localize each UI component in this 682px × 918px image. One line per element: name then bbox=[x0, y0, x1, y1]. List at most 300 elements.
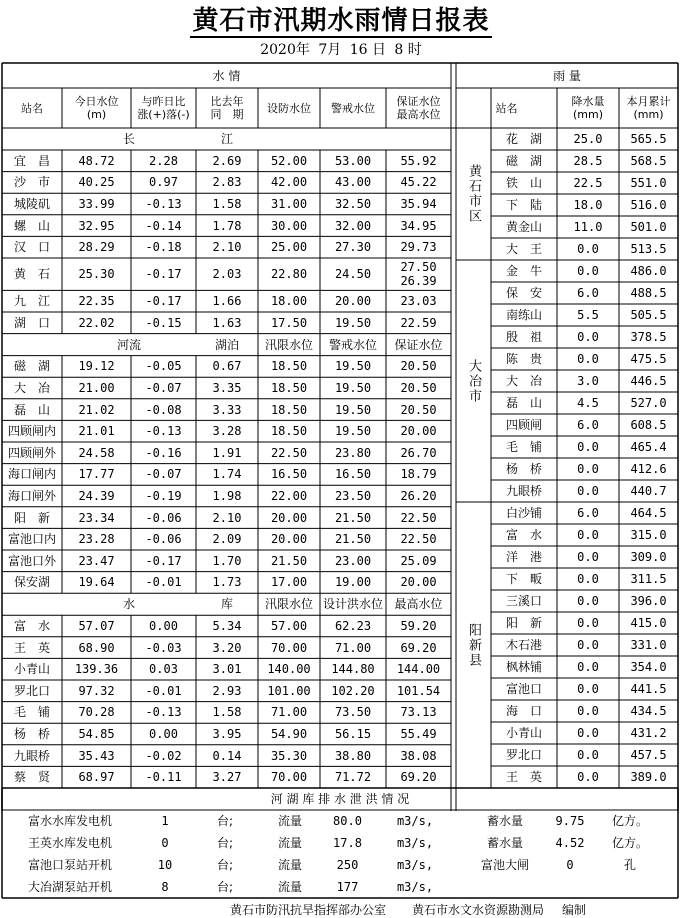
water-value: 140.00 bbox=[267, 662, 311, 677]
drainage-extra-value: 4.52 bbox=[555, 836, 585, 850]
drainage-count: 0 bbox=[161, 836, 169, 850]
drainage-count: 10 bbox=[157, 858, 173, 872]
water-value: 20.50 bbox=[400, 359, 437, 374]
water-value: 19.50 bbox=[334, 359, 372, 374]
rain-station-name: 毛 铺 bbox=[505, 440, 542, 454]
water-value: 29.73 bbox=[400, 240, 437, 255]
water-value: -0.13 bbox=[145, 705, 182, 720]
rain-value: 464.5 bbox=[630, 506, 667, 520]
water-value: 18.50 bbox=[270, 424, 308, 439]
water-value: 144.80 bbox=[331, 662, 375, 677]
column-header: 设防水位 bbox=[267, 101, 311, 115]
water-value: 21.00 bbox=[78, 380, 115, 395]
water-value: 43.00 bbox=[334, 175, 372, 190]
water-value: -0.17 bbox=[145, 267, 182, 282]
rain-value: 331.0 bbox=[630, 638, 667, 652]
water-value: 1.91 bbox=[212, 445, 242, 460]
rain-value: 0.0 bbox=[577, 748, 599, 762]
rain-value: 18.0 bbox=[573, 198, 603, 212]
drainage-flow-unit: m3/s, bbox=[396, 836, 434, 850]
water-value: -0.08 bbox=[145, 402, 182, 417]
water-value: 1.73 bbox=[212, 575, 242, 590]
water-value: 20.00 bbox=[270, 510, 308, 525]
water-value: 2.09 bbox=[212, 532, 242, 547]
station-name: 黄 石 bbox=[13, 267, 50, 282]
water-value: 1.66 bbox=[212, 294, 242, 309]
water-value: 3.27 bbox=[212, 770, 242, 785]
water-value: 25.30 bbox=[78, 267, 115, 282]
rain-value: 0.0 bbox=[577, 770, 599, 784]
column-header: 与昨日比 涨(+)落(-) bbox=[137, 95, 190, 121]
drainage-unit: 台; bbox=[216, 814, 234, 828]
rain-station-name: 枫林铺 bbox=[505, 660, 542, 674]
rain-value: 0.0 bbox=[577, 352, 599, 366]
drainage-count: 1 bbox=[161, 814, 169, 828]
rain-value: 0.0 bbox=[577, 264, 599, 278]
water-value: 23.00 bbox=[334, 553, 372, 568]
drainage-extra-unit: 亿方。 bbox=[611, 836, 648, 850]
rain-value: 516.0 bbox=[630, 198, 667, 212]
drainage-extra-value: 9.75 bbox=[555, 814, 585, 828]
rain-station-name: 陈 贵 bbox=[505, 352, 542, 366]
water-value: -0.18 bbox=[145, 240, 182, 255]
rain-station-name: 殷 祖 bbox=[505, 330, 542, 344]
water-value: 0.14 bbox=[212, 748, 242, 763]
rain-station-name: 洋 港 bbox=[505, 550, 542, 564]
rain-station-name: 金 牛 bbox=[505, 264, 542, 278]
section-label-hehu: 河流 bbox=[116, 337, 141, 352]
rain-value: 5.5 bbox=[577, 308, 599, 322]
water-group-header: 水 情 bbox=[212, 68, 241, 83]
water-value: -0.06 bbox=[145, 510, 182, 525]
rain-value: 354.0 bbox=[630, 660, 667, 674]
water-value: 53.00 bbox=[334, 153, 372, 168]
station-name: 杨 桥 bbox=[13, 726, 50, 741]
drainage-flow-label: 流量 bbox=[277, 858, 302, 872]
rain-group-header: 雨 量 bbox=[553, 68, 581, 83]
rain-station-name: 四顾闸 bbox=[505, 418, 542, 432]
water-value: 0.03 bbox=[149, 662, 178, 677]
water-value: 68.97 bbox=[78, 770, 115, 785]
station-name: 毛 铺 bbox=[13, 705, 50, 720]
water-value: 19.12 bbox=[78, 359, 115, 374]
station-name: 九 江 bbox=[13, 294, 50, 309]
water-value: 30.00 bbox=[270, 218, 308, 233]
water-value: 21.50 bbox=[334, 510, 372, 525]
section-label-changjiang: 江 bbox=[220, 132, 233, 146]
drainage-flow-unit: m3/s, bbox=[396, 814, 434, 828]
water-value: 20.00 bbox=[270, 532, 308, 547]
water-value: 22.02 bbox=[78, 315, 115, 330]
water-value: 52.00 bbox=[270, 153, 308, 168]
water-value: 20.00 bbox=[400, 424, 437, 439]
column-header: 警戒水位 bbox=[331, 101, 375, 115]
station-name: 四顾闸内 bbox=[7, 424, 56, 439]
water-value: 24.39 bbox=[78, 488, 115, 503]
rain-value: 0.0 bbox=[577, 682, 599, 696]
water-value: 71.00 bbox=[270, 705, 308, 720]
drainage-name: 富池口泵站开机 bbox=[27, 858, 112, 872]
water-value: 2.03 bbox=[212, 267, 242, 282]
water-value: -0.11 bbox=[145, 770, 182, 785]
water-value: 48.72 bbox=[78, 153, 115, 168]
station-name: 阳 新 bbox=[13, 510, 50, 525]
report-footer bbox=[230, 902, 586, 918]
drainage-flow: 17.8 bbox=[333, 836, 362, 850]
water-value: 42.00 bbox=[270, 175, 308, 190]
station-name: 王 英 bbox=[13, 640, 50, 655]
station-name: 蔡 贤 bbox=[13, 770, 50, 785]
water-value: 19.64 bbox=[78, 575, 115, 590]
station-name: 四顾闸外 bbox=[7, 445, 56, 460]
column-header: 保证水位 最高水位 bbox=[396, 95, 441, 121]
drainage-title: 河 湖 库 排 水 泄 洪 情 况 bbox=[270, 792, 410, 806]
water-value: 21.50 bbox=[270, 553, 308, 568]
rain-value: 0.0 bbox=[577, 484, 599, 498]
water-value: 19.50 bbox=[334, 315, 372, 330]
rain-station-name: 小青山 bbox=[505, 726, 542, 740]
station-name: 富 水 bbox=[13, 618, 50, 633]
water-value: 102.20 bbox=[331, 683, 375, 698]
water-value: 3.95 bbox=[212, 726, 242, 741]
water-value: 54.85 bbox=[78, 726, 115, 741]
water-value: 33.99 bbox=[78, 196, 115, 211]
section-label-shuiku: 设计洪水位 bbox=[322, 597, 383, 612]
water-value: 26.70 bbox=[400, 445, 437, 460]
rain-value: 441.5 bbox=[630, 682, 667, 696]
rain-region-text: 大冶市 bbox=[466, 358, 481, 404]
rain-region-label bbox=[456, 502, 491, 788]
rain-value: 0.0 bbox=[577, 462, 599, 476]
water-value: 17.50 bbox=[270, 315, 308, 330]
drainage-count: 8 bbox=[161, 880, 169, 894]
rain-value: 434.5 bbox=[630, 704, 667, 718]
water-value: 18.50 bbox=[270, 380, 308, 395]
rain-station-name: 大 冶 bbox=[505, 374, 542, 388]
station-name: 富池口内 bbox=[7, 532, 56, 547]
rain-value: 486.0 bbox=[630, 264, 667, 278]
section-label-shuiku: 汛限水位 bbox=[264, 597, 313, 612]
water-value: 22.50 bbox=[400, 532, 437, 547]
water-value: 3.01 bbox=[212, 662, 242, 677]
rain-value: 0.0 bbox=[577, 704, 599, 718]
drainage-flow-label: 流量 bbox=[277, 814, 302, 828]
water-value: 22.00 bbox=[270, 488, 308, 503]
rain-value: 415.0 bbox=[630, 616, 667, 630]
water-value: -0.19 bbox=[145, 488, 182, 503]
water-value: 1.58 bbox=[212, 196, 242, 211]
drainage-flow: 177 bbox=[336, 880, 359, 894]
drainage-flow: 80.0 bbox=[333, 814, 362, 828]
rain-value: 6.0 bbox=[577, 506, 599, 520]
rain-value: 0.0 bbox=[577, 440, 599, 454]
water-value: 1.98 bbox=[212, 488, 242, 503]
water-value: 24.50 bbox=[334, 267, 372, 282]
station-name: 湖 口 bbox=[13, 315, 50, 330]
rain-region-text: 黄石市区 bbox=[466, 164, 481, 224]
rain-region-label bbox=[456, 260, 491, 502]
water-value: -0.17 bbox=[145, 553, 182, 568]
section-label-shuiku: 水 bbox=[122, 597, 135, 612]
water-value: 22.50 bbox=[400, 510, 437, 525]
rain-value: 0.0 bbox=[577, 242, 599, 256]
water-value: 55.49 bbox=[400, 726, 437, 741]
water-value: 32.00 bbox=[334, 218, 372, 233]
water-value: 69.20 bbox=[400, 640, 437, 655]
drainage-extra-unit: 孔 bbox=[623, 858, 636, 872]
water-value: -0.06 bbox=[145, 532, 182, 547]
drainage-extra-unit: 亿方。 bbox=[611, 814, 648, 828]
rain-station-name: 杨 桥 bbox=[505, 462, 542, 476]
water-value: 0.00 bbox=[149, 618, 178, 633]
rain-region-text: 阳新县 bbox=[466, 622, 481, 668]
station-name: 螺 山 bbox=[13, 218, 50, 233]
water-value: 70.00 bbox=[270, 640, 308, 655]
rain-value: 396.0 bbox=[630, 594, 667, 608]
water-value: 2.10 bbox=[212, 240, 242, 255]
station-name: 汉 口 bbox=[13, 240, 50, 255]
water-value: 17.00 bbox=[270, 575, 308, 590]
water-value: -0.07 bbox=[145, 380, 182, 395]
water-value: 3.20 bbox=[212, 640, 242, 655]
section-label-hehu: 保证水位 bbox=[394, 337, 443, 352]
rain-value: 551.0 bbox=[630, 176, 667, 190]
drainage-name: 富水水库发电机 bbox=[27, 814, 112, 828]
water-value: 69.20 bbox=[400, 770, 437, 785]
column-header: 今日水位 (m) bbox=[74, 95, 119, 121]
rain-value: 389.0 bbox=[630, 770, 667, 784]
water-value: -0.02 bbox=[145, 748, 182, 763]
rain-value: 0.0 bbox=[577, 616, 599, 630]
water-value: 22.80 bbox=[270, 267, 308, 282]
drainage-flow-unit: m3/s, bbox=[396, 880, 434, 894]
water-value: 19.00 bbox=[334, 575, 372, 590]
rain-column-header: 降水量 (mm) bbox=[571, 95, 605, 121]
water-value: -0.17 bbox=[145, 294, 182, 309]
rain-station-name: 富 水 bbox=[505, 528, 542, 542]
water-value: 3.35 bbox=[212, 380, 242, 395]
rain-value: 465.4 bbox=[630, 440, 667, 454]
water-value: -0.13 bbox=[145, 196, 182, 211]
rain-value: 378.5 bbox=[630, 330, 667, 344]
rain-value: 28.5 bbox=[573, 154, 603, 168]
report-date: 2020年 7月 16 日 8 时 bbox=[260, 42, 422, 58]
rain-station-name: 南练山 bbox=[505, 308, 542, 322]
water-value: 22.50 bbox=[270, 445, 308, 460]
rain-column-header: 站名 bbox=[495, 101, 518, 115]
water-value: 5.34 bbox=[212, 618, 242, 633]
rain-station-name: 铁 山 bbox=[505, 176, 542, 190]
drainage-unit: 台; bbox=[216, 880, 234, 894]
station-name: 城陵矶 bbox=[13, 196, 50, 211]
rain-value: 11.0 bbox=[573, 220, 603, 234]
station-name: 富池口外 bbox=[7, 553, 56, 568]
drainage-extra-value bbox=[545, 876, 595, 898]
drainage-flow: 250 bbox=[336, 858, 359, 872]
water-value: 1.63 bbox=[212, 315, 242, 330]
water-value: 27.30 bbox=[334, 240, 372, 255]
water-value: 1.58 bbox=[212, 705, 242, 720]
rain-value: 6.0 bbox=[577, 286, 599, 300]
station-name: 沙 市 bbox=[13, 175, 50, 190]
column-header: 站名 bbox=[21, 101, 43, 115]
rain-value: 311.5 bbox=[630, 572, 667, 586]
rain-value: 501.0 bbox=[630, 220, 667, 234]
drainage-flow-unit: m3/s, bbox=[396, 858, 434, 872]
water-value: 2.10 bbox=[212, 510, 242, 525]
water-value: 1.78 bbox=[212, 218, 242, 233]
water-value: 56.15 bbox=[334, 726, 372, 741]
station-name: 小青山 bbox=[13, 662, 50, 677]
rain-value: 475.5 bbox=[630, 352, 667, 366]
station-name: 保安湖 bbox=[13, 575, 50, 590]
rain-value: 0.0 bbox=[577, 330, 599, 344]
rain-value: 0.0 bbox=[577, 572, 599, 586]
rain-value: 505.5 bbox=[630, 308, 667, 322]
water-value: 3.28 bbox=[212, 424, 242, 439]
drainage-unit: 台; bbox=[216, 858, 234, 872]
water-value: 20.50 bbox=[400, 380, 437, 395]
water-value: 26.20 bbox=[400, 488, 437, 503]
water-value: 57.00 bbox=[270, 618, 308, 633]
water-value: 40.25 bbox=[78, 175, 115, 190]
water-value: 20.50 bbox=[400, 402, 437, 417]
section-label-changjiang: 长 bbox=[122, 132, 135, 146]
water-value: 23.80 bbox=[334, 445, 372, 460]
rain-value: 412.6 bbox=[630, 462, 667, 476]
water-value: 70.28 bbox=[78, 705, 115, 720]
water-value: -0.16 bbox=[145, 445, 182, 460]
water-value: 18.79 bbox=[400, 467, 437, 482]
rain-station-name: 木石港 bbox=[505, 638, 542, 652]
water-value: 3.33 bbox=[212, 402, 242, 417]
water-value: 73.50 bbox=[334, 705, 372, 720]
station-name: 海口闸外 bbox=[7, 488, 56, 503]
water-value: 73.13 bbox=[400, 705, 437, 720]
water-value: 18.50 bbox=[270, 402, 308, 417]
drainage-extra-label: 蓄水量 bbox=[486, 814, 523, 828]
section-label-hehu: 警戒水位 bbox=[328, 337, 377, 352]
water-value: 19.50 bbox=[334, 424, 372, 439]
rain-column-header: 本月累计 (mm) bbox=[626, 95, 671, 121]
rain-value: 440.7 bbox=[630, 484, 667, 498]
rain-station-name: 三溪口 bbox=[505, 594, 542, 608]
water-value: 62.23 bbox=[334, 618, 372, 633]
drainage-extra-label: 富池大闸 bbox=[480, 858, 529, 872]
drainage-unit: 台; bbox=[216, 836, 234, 850]
water-value: 139.36 bbox=[74, 662, 119, 677]
rain-station-name: 阳 新 bbox=[505, 616, 542, 630]
water-value: 24.58 bbox=[78, 445, 115, 460]
rain-station-name: 大 王 bbox=[505, 242, 542, 256]
rain-value: 488.5 bbox=[630, 286, 667, 300]
rain-station-name: 黄金山 bbox=[505, 220, 542, 234]
rain-value: 527.0 bbox=[630, 396, 667, 410]
drainage-flow-label: 流量 bbox=[277, 836, 302, 850]
rain-value: 0.0 bbox=[577, 550, 599, 564]
water-value: -0.15 bbox=[145, 315, 182, 330]
water-value: 17.77 bbox=[78, 467, 115, 482]
rain-value: 457.5 bbox=[630, 748, 667, 762]
station-name: 宜 昌 bbox=[13, 153, 50, 168]
station-name: 大 冶 bbox=[13, 380, 50, 395]
water-value: -0.05 bbox=[145, 359, 182, 374]
water-value: 23.03 bbox=[400, 294, 437, 309]
water-value: 59.20 bbox=[400, 618, 437, 633]
water-value: 1.70 bbox=[212, 553, 242, 568]
water-value: 35.43 bbox=[78, 748, 115, 763]
water-value: 16.50 bbox=[270, 467, 308, 482]
water-value: 22.35 bbox=[78, 294, 115, 309]
station-name: 海口闸内 bbox=[7, 467, 56, 482]
water-value: 20.00 bbox=[334, 294, 372, 309]
water-value: 20.00 bbox=[400, 575, 437, 590]
water-value: 68.90 bbox=[78, 640, 115, 655]
drainage-extra-label: 蓄水量 bbox=[486, 836, 523, 850]
water-value: 21.02 bbox=[78, 402, 115, 417]
rain-value: 0.0 bbox=[577, 660, 599, 674]
water-value: 38.08 bbox=[400, 748, 437, 763]
section-label-hehu: 汛限水位 bbox=[264, 337, 313, 352]
station-name: 磊 山 bbox=[13, 402, 50, 417]
rain-station-name: 下 畈 bbox=[505, 572, 542, 586]
rain-value: 0.0 bbox=[577, 638, 599, 652]
rain-station-name: 磁 湖 bbox=[505, 154, 542, 168]
rain-station-name: 磊 山 bbox=[505, 396, 542, 410]
water-value: 35.30 bbox=[270, 748, 308, 763]
rain-value: 309.0 bbox=[630, 550, 667, 564]
water-value: -0.07 bbox=[145, 467, 182, 482]
water-value: 27.50 26.39 bbox=[400, 260, 437, 289]
rain-region-label bbox=[456, 128, 491, 260]
rain-station-name: 海 口 bbox=[505, 704, 542, 718]
rain-value: 608.5 bbox=[630, 418, 667, 432]
water-value: 28.29 bbox=[78, 240, 115, 255]
rain-value: 4.5 bbox=[577, 396, 599, 410]
water-value: 2.83 bbox=[212, 175, 242, 190]
water-value: 19.50 bbox=[334, 402, 372, 417]
water-value: 70.00 bbox=[270, 770, 308, 785]
rain-value: 6.0 bbox=[577, 418, 599, 432]
rain-value: 565.5 bbox=[630, 132, 667, 146]
drainage-flow-label: 流量 bbox=[277, 880, 302, 894]
rain-value: 431.2 bbox=[630, 726, 667, 740]
water-value: -0.13 bbox=[145, 424, 182, 439]
water-value: 22.59 bbox=[400, 315, 437, 330]
rain-value: 568.5 bbox=[630, 154, 667, 168]
water-value: 21.01 bbox=[78, 424, 115, 439]
rain-station-name: 花 湖 bbox=[505, 132, 542, 146]
water-value: 23.34 bbox=[78, 510, 115, 525]
water-value: 23.47 bbox=[78, 553, 115, 568]
water-value: 45.22 bbox=[400, 175, 437, 190]
rain-station-name: 保 安 bbox=[505, 286, 542, 300]
water-value: 57.07 bbox=[78, 618, 115, 633]
rain-value: 0.0 bbox=[577, 528, 599, 542]
water-value: -0.01 bbox=[145, 575, 182, 590]
water-value: 2.69 bbox=[212, 153, 242, 168]
section-label-shuiku: 库 bbox=[220, 597, 233, 612]
rain-value: 22.5 bbox=[573, 176, 603, 190]
station-name: 磁 湖 bbox=[13, 359, 50, 374]
water-value: 32.50 bbox=[334, 196, 372, 211]
water-value: 16.50 bbox=[334, 467, 372, 482]
rain-station-name: 白沙铺 bbox=[505, 506, 542, 520]
water-value: 101.00 bbox=[267, 683, 311, 698]
water-value: 71.72 bbox=[334, 770, 372, 785]
footer-org1: 黄石市防汛抗旱指挥部办公室 bbox=[230, 903, 387, 917]
water-value: -0.03 bbox=[145, 640, 182, 655]
